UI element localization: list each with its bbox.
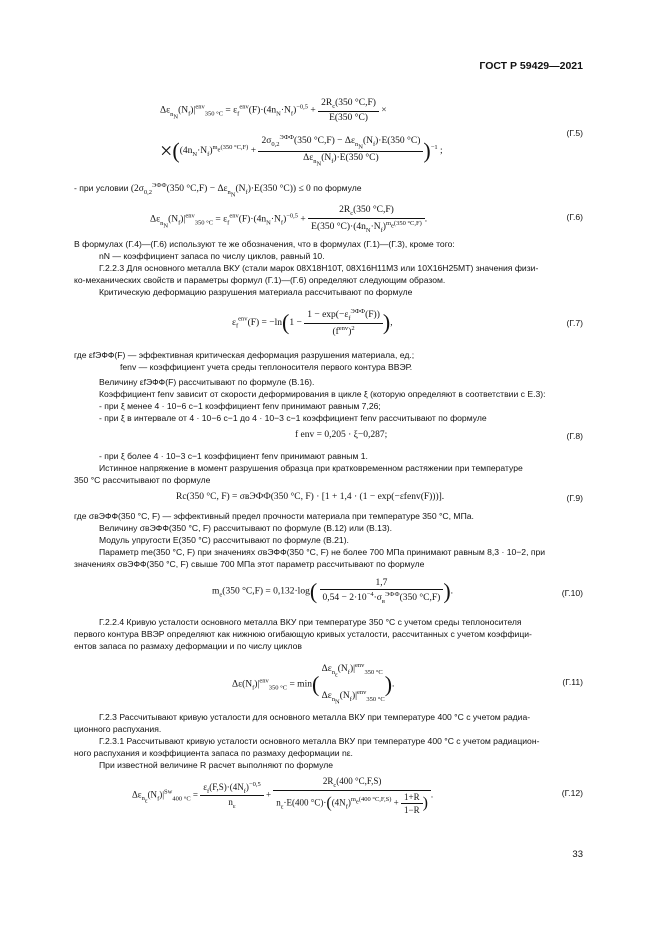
paragraph: - при ξ менее 4 · 10−6 с−1 коэффициент fenv принимают равным 7,26; [99,401,381,411]
paragraph: Истинное напряжение в момент разрушения образца при кратковременном растяжении при температуре [99,463,523,473]
paragraph: Коэффициент fenv зависит от скорости деформирования в цикле ξ (которую определяют в соответствии с Е.3): [99,389,546,399]
equation-number: (Г.11) [562,677,583,687]
paragraph: fenv — коэффициент учета среды теплоносителя первого контура ВВЭР. [120,362,413,372]
equation-number: (Г.7) [566,318,583,328]
paragraph: Модуль упругости E(350 °С) рассчитывают по формуле (В.21). [99,535,349,545]
paragraph: 350 °С рассчитывают по формуле [74,475,211,485]
paragraph: Критическую деформацию разрушения материала рассчитывают по формуле [99,287,413,297]
equation-number: (Г.12) [561,788,583,798]
paragraph: ко-механических свойств и параметры формул (Г.1)—(Г.6) определяют следующим образом. [74,275,446,285]
paragraph: Г.2.3.1 Рассчитывают кривую усталости основного металла ВКУ при температуре 400 °С с учетом радиацион- [99,736,540,746]
paragraph: Г.2.2.4 Кривую усталости основного металла ВКУ при температуре 350 °С с учетом среды теплоносителя [99,617,522,627]
equation-number: (Г.8) [566,431,583,441]
equation-number: (Г.10) [561,588,583,598]
paragraph: ционного распухания. [74,724,162,734]
paragraph: ентов запаса по размаху деформации и по числу циклов [74,641,302,651]
paragraph: Величину σвЭФФ(350 °С, F) рассчитывают по формуле (В.12) или (В.13). [99,523,392,533]
condition-line: - при условии ($2\sigma_{0,2}^{ЭФФ}(350$ $^\circ C,F) - \Delta\varepsilon_{n_N}(N_f)\cdot E(350$ °C)) ≤ 0 по формуле [74,182,362,199]
paragraph: значениях σвЭФФ(350 °С, F) свыше 700 МПа этот параметр рассчитывают по формуле [74,559,425,569]
paragraph: Г.2.3 Рассчитывают кривую усталости для основного металла ВКУ при температуре 400 °С с учетом радиа- [99,712,531,722]
paragraph: Величину εfЭФФ(F) рассчитывают по формуле (В.16). [99,377,315,387]
paragraph: - при ξ в интервале от 4 · 10−6 с−1 до 4 · 10−3 с−1 коэффициент fenv рассчитывают по формуле [99,413,487,423]
paragraph: первого контура ВВЭР определяют как нижнюю огибающую кривых усталости, рассчитанных с учетом коэффици- [74,629,532,639]
paragraph: где εfЭФФ(F) — эффективная критическая деформация разрушения материала, ед.; [74,350,415,360]
page-number: 33 [572,849,583,860]
paragraph: где σвЭФФ(350 °С, F) — эффективный предел прочности материала при температуре 350 °С, МПа. [74,511,474,521]
equation-number: (Г.6) [566,212,583,222]
paragraph: При известной величине R расчет выполняют по формуле [99,760,334,770]
paragraph: - при ξ более 4 · 10−3 с−1 коэффициент fenv принимают равным 1. [99,451,368,461]
standard-designation: ГОСТ Р 59429—2021 [479,60,583,72]
paragraph: ного распухания и коэффициента запаса по размаху деформации nε. [74,748,353,758]
paragraph: nN — коэффициент запаса по числу циклов, равный 10. [99,251,325,261]
paragraph: Г.2.2.3 Для основного металла ВКУ (стали марок 08Х18Н10Т, 08Х16Н11М3 или 10Х16Н25МТ) значения физи- [99,263,539,273]
paragraph: В формулах (Г.4)—(Г.6) используют те же обозначения, что в формулах (Г.1)—(Г.3), кроме того: [74,239,455,249]
paragraph: Параметр me(350 °С, F) при значениях σвЭФФ(350 °С, F) не более 700 МПа принимают равным 8,3 · 10−2, при [99,547,546,557]
equation-number: (Г.5) [566,128,583,138]
equation-number: (Г.9) [566,493,583,503]
